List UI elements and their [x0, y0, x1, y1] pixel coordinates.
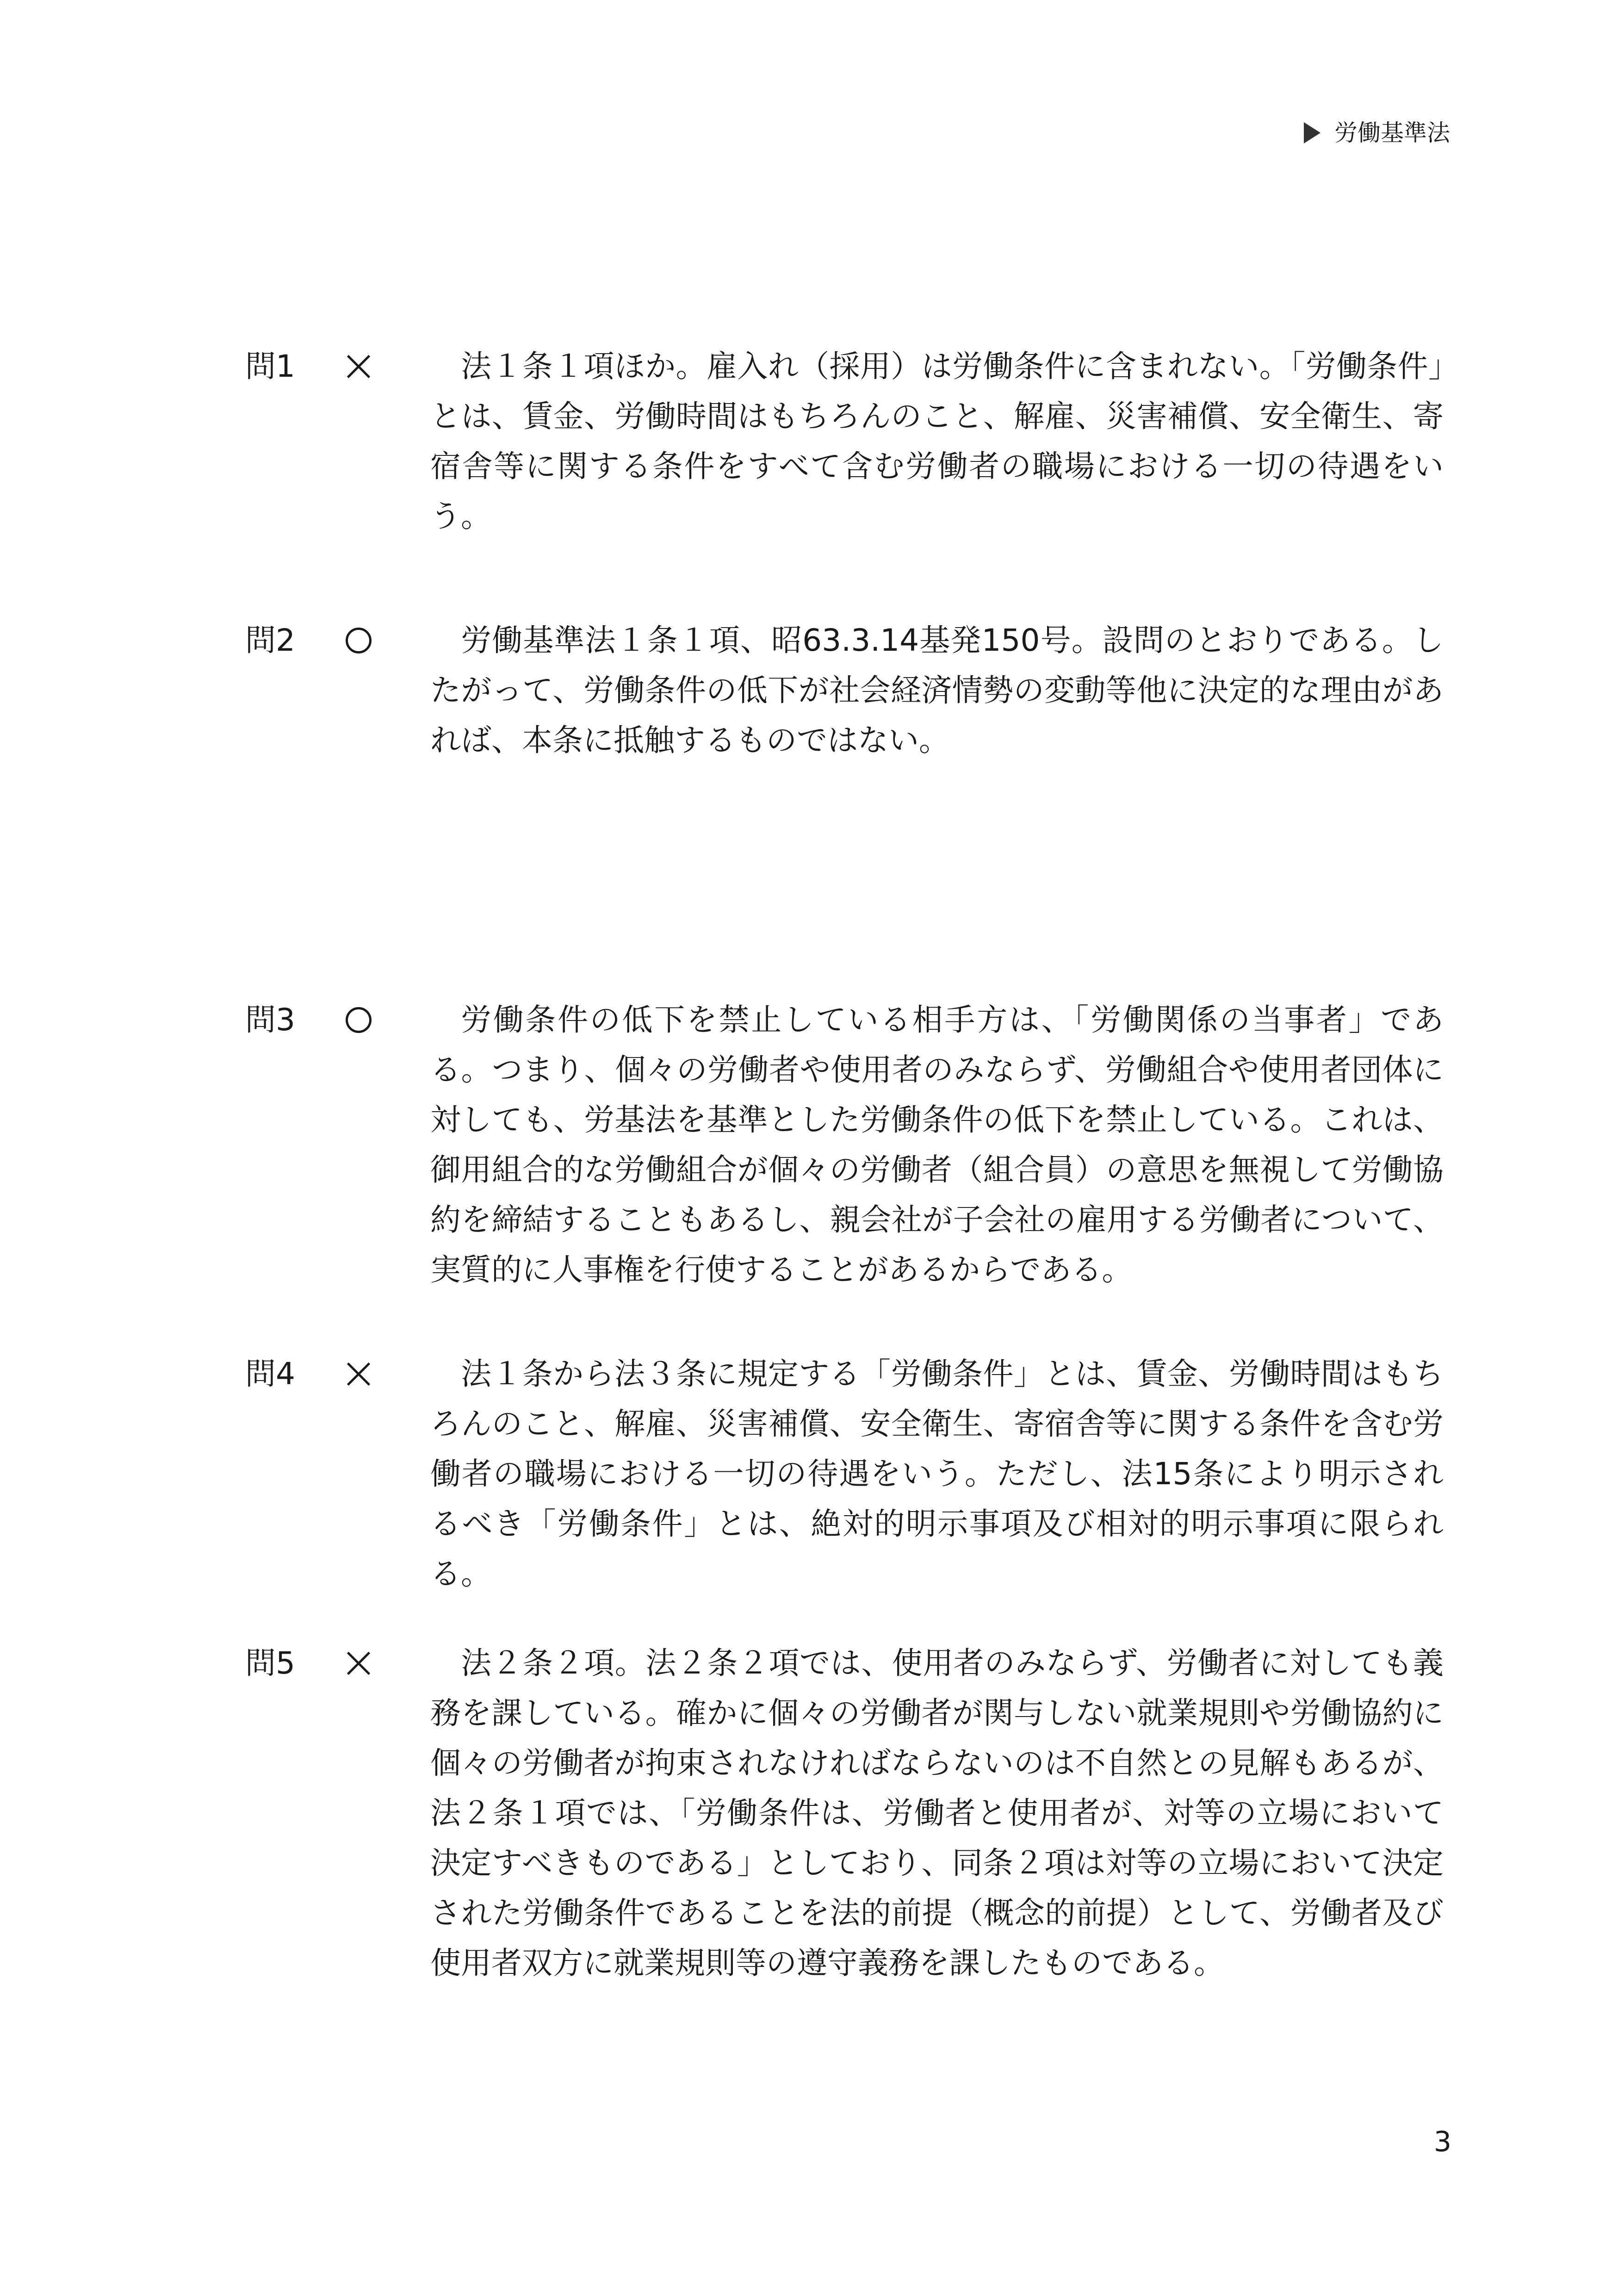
question-label: 問1: [245, 348, 295, 384]
circle-icon: [340, 616, 377, 666]
answer-text: 労働基準法１条１項、昭63.3.14基発150号。設問のとおりである。したがって、労働条件の低下が社会経済情勢の変動等他に決定的な理由があれば、本条に抵触するものではない。: [430, 622, 1444, 758]
question-label: 問4: [245, 1356, 295, 1392]
answer-text: 法２条２項。法２条２項では、使用者のみならず、労働者に対しても義務を課している。確かに個々の労働者が関与しない就業規則や労働協約に個々の労働者が拘束されなければならないのは不自然との見解もあるが、法２条１項では、「労働条件は、労働者と使用者が、対等の立場において決定すべきものである」としており、同条２項は対等の立場において決定された労働条件であることを法的前提（概念的前提）として、労働者及び使用者双方に就業規則等の遵守義務を課したものである。: [430, 1645, 1444, 1981]
question-label: 問3: [245, 1002, 295, 1038]
cross-icon: [340, 1349, 377, 1399]
cross-icon: [340, 1638, 377, 1688]
section-title: 労働基準法: [1334, 119, 1450, 146]
running-header: [1304, 121, 1450, 144]
answer-text: 法１条１項ほか。雇入れ（採用）は労働条件に含まれない。「労働条件」とは、賃金、労働時間はもちろんのこと、解雇、災害補償、安全衛生、寄宿舎等に関する条件をすべて含む労働者の職場における一切の待遇をいう。: [430, 348, 1444, 534]
question-label: 問2: [245, 622, 295, 658]
page-number: 3: [1433, 2126, 1451, 2158]
answer-text: 労働条件の低下を禁止している相手方は、「労働関係の当事者」である。つまり、個々の労働者や使用者のみならず、労働組合や使用者団体に対しても、労基法を基準とした労働条件の低下を禁止している。これは、御用組合的な労働組合が個々の労働者（組合員）の意思を無視して労働協約を締結することもあるし、親会社が子会社の雇用する労働者について、実質的に人事権を行使することがあるからである。: [430, 1002, 1444, 1288]
cross-icon: [340, 342, 377, 392]
triangle-right-icon: [1304, 122, 1320, 143]
answer-text: 法１条から法３条に規定する「労働条件」とは、賃金、労働時間はもちろんのこと、解雇、災害補償、安全衛生、寄宿舎等に関する条件を含む労働者の職場における一切の待遇をいう。ただし、法15条により明示されるべき「労働条件」とは、絶対的明示事項及び相対的明示事項に限られる。: [430, 1356, 1444, 1592]
circle-icon: [340, 995, 377, 1045]
question-label: 問5: [245, 1645, 295, 1681]
